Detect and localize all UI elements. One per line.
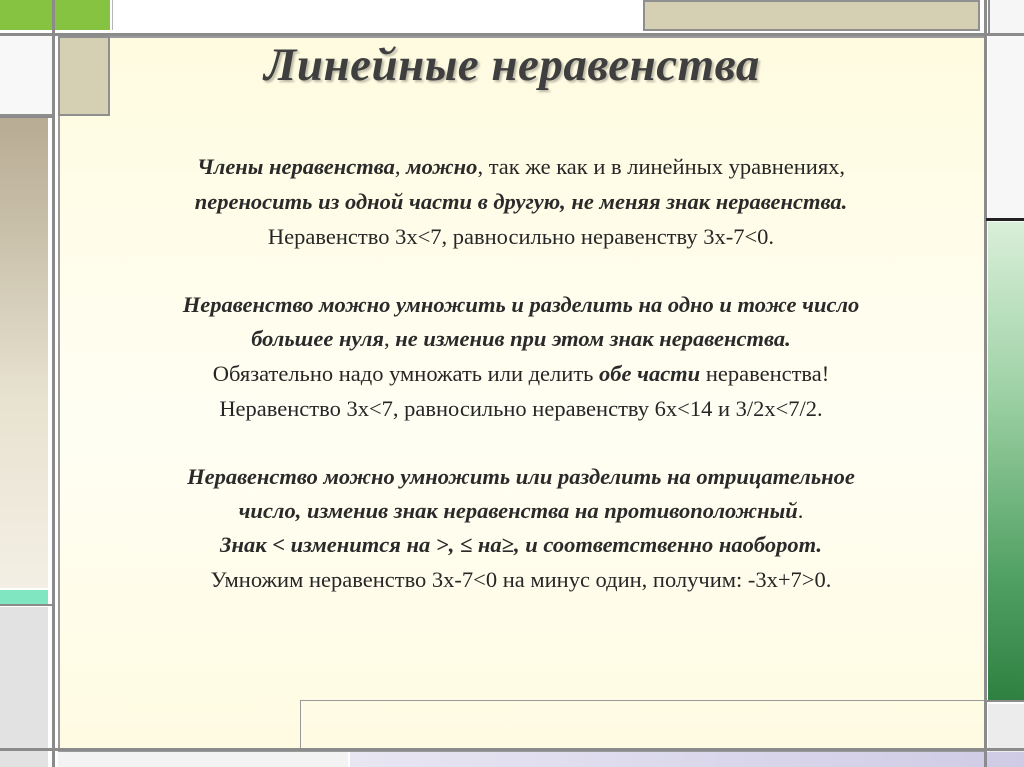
decor-block-tan-top	[643, 0, 980, 31]
rule-3-text: .	[797, 498, 804, 523]
decor-block-left-bottom	[0, 607, 48, 767]
rule-2-line-2	[60, 323, 982, 354]
rule-2-note-emphasis: обе части	[599, 361, 701, 386]
rule-1-text: ,	[394, 154, 407, 179]
rule-3-phrase: число, изменив знак неравенства на противоположный	[238, 498, 798, 523]
frame-line	[0, 748, 1024, 751]
rule-2-line-1: Неравенство можно умножить и разделить на одно и тоже число	[182, 292, 860, 317]
frame-line	[0, 604, 55, 606]
frame-line	[0, 116, 55, 118]
rule-2-phrase: не изменив при этом знак неравенства.	[395, 326, 791, 351]
rule-3-example: Умножим неравенство 3x-7<0 на минус один, получим: -3x+7>0.	[210, 567, 832, 592]
frame-line	[984, 0, 987, 767]
frame-line	[986, 218, 1024, 221]
rule-3-line-2	[60, 495, 982, 526]
decor-frame-bottom	[300, 700, 986, 752]
rule-2-note-text: Обязательно надо умножать или делить	[212, 361, 600, 386]
rule-1-phrase: можно	[406, 154, 478, 179]
frame-line	[0, 33, 1024, 36]
rule-2-note-text: неравенства!	[700, 361, 830, 386]
rule-2-note	[60, 358, 982, 389]
rule-1-phrase: Члены неравенства	[196, 154, 395, 179]
rule-1-line-1	[60, 151, 982, 182]
decor-block-green	[0, 0, 110, 30]
rule-2-phrase: большее нуля	[251, 326, 384, 351]
rule-2-example: Неравенство 3x<7, равносильно неравенству 6x<14 и 3/2x<7/2.	[219, 396, 823, 421]
decor-block-tan-left	[0, 118, 48, 588]
decor-block-bottom-strip	[350, 752, 1024, 767]
decor-block-white-top	[112, 0, 640, 30]
rule-1-text: , так же как и в линейных уравнениях,	[477, 154, 846, 179]
rule-2-text: ,	[384, 326, 396, 351]
rule-3-line-1: Неравенство можно умножить или разделить на отрицательное	[187, 464, 855, 489]
decor-block-bottom-left	[58, 752, 348, 767]
rule-1-line-2: переносить из одной части в другую, не меняя знак неравенства.	[194, 189, 848, 214]
rule-1-example: Неравенство 3x<7, равносильно неравенству 3x-7<0.	[267, 224, 775, 249]
frame-line	[986, 700, 1024, 702]
decor-block-green-right	[988, 222, 1024, 702]
decor-block-white-topright	[988, 0, 1024, 36]
page-title: Линейные неравенства	[264, 39, 760, 91]
rule-3-sign-note: Знак < изменится на >, ≤ на≥, и соответственно наоборот.	[220, 532, 822, 557]
